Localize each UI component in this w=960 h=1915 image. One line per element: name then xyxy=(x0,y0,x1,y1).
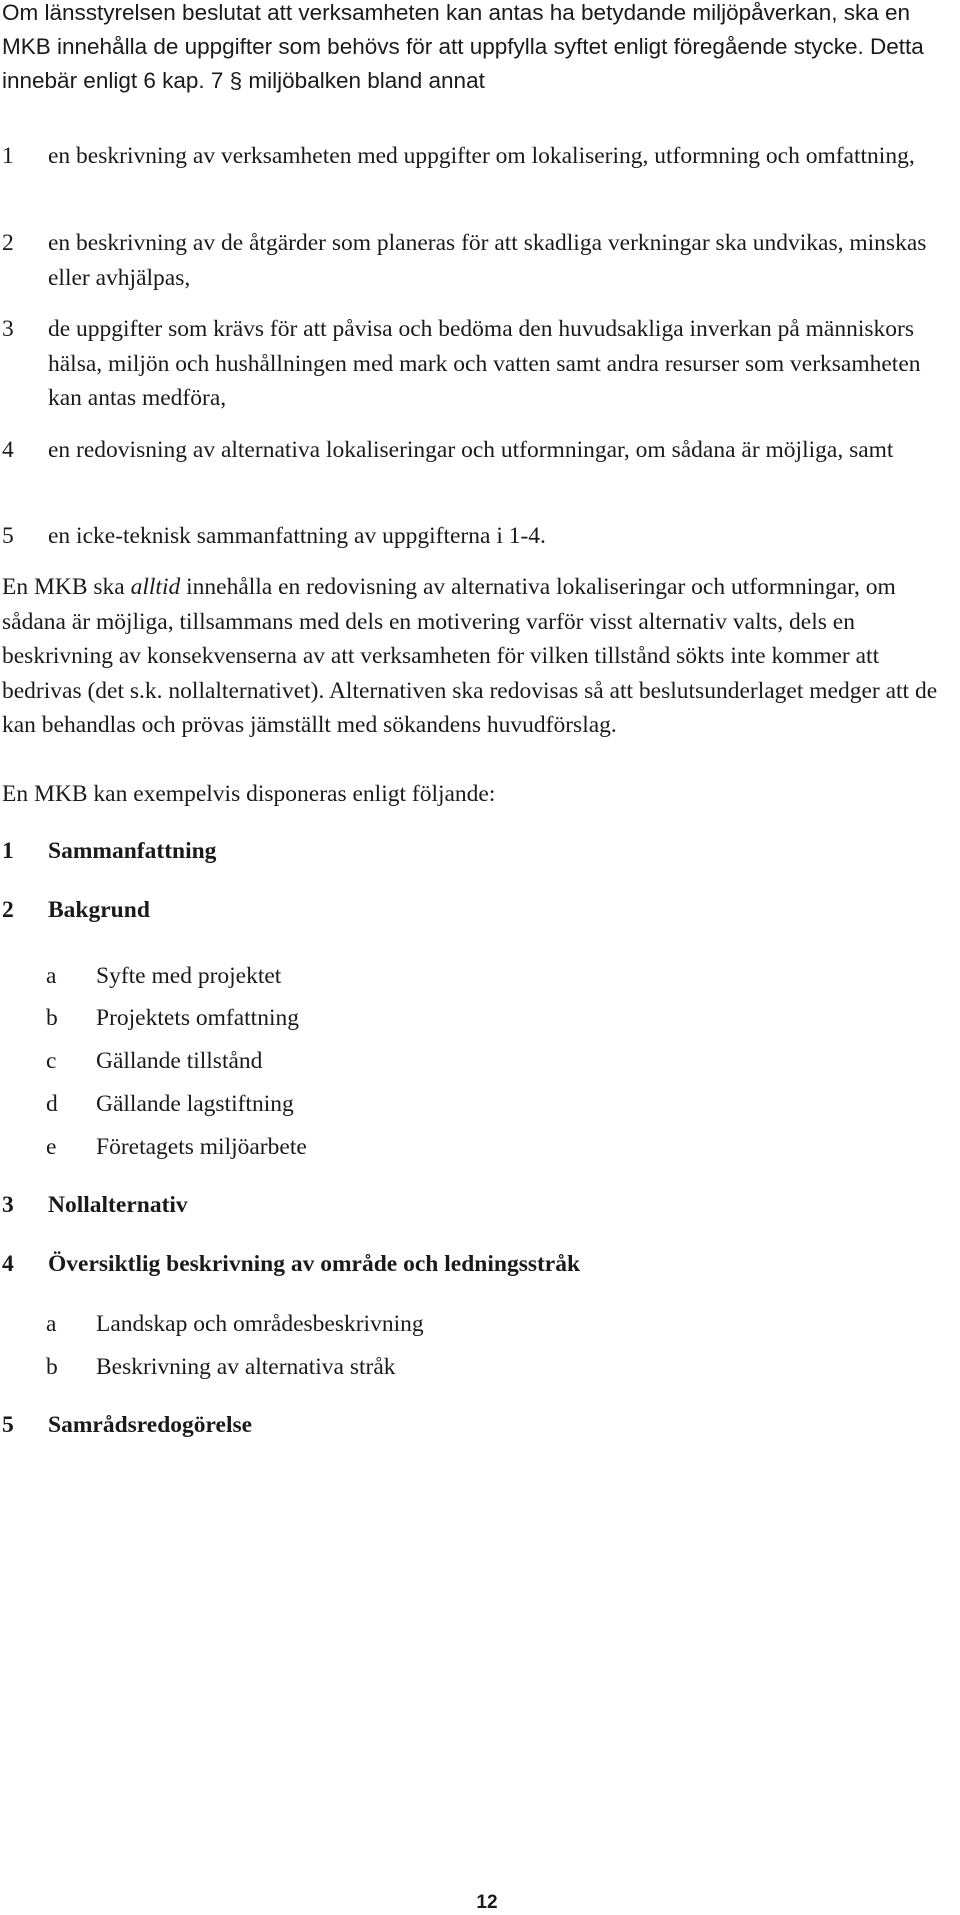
requirement-item xyxy=(2,519,947,554)
requirement-text: en beskrivning av de åtgärder som planeras för att skadliga verkningar ska undvikas, minskas eller avhjälpas, xyxy=(48,230,927,291)
requirement-item xyxy=(2,226,947,295)
outline-subitem xyxy=(46,1087,946,1121)
outline-section xyxy=(2,1188,947,1222)
outline-subitem xyxy=(46,959,946,993)
alternatives-paragraph xyxy=(2,570,947,743)
alternatives-emphasis: alltid xyxy=(130,574,181,600)
subitem-letter: a xyxy=(46,1311,57,1337)
subitem-letter: e xyxy=(46,1134,57,1160)
subitem-text: Gällande tillstånd xyxy=(96,1048,263,1074)
subitem-letter: a xyxy=(46,963,57,989)
section-title: Nollalternativ xyxy=(48,1192,188,1218)
outline-section xyxy=(2,1408,947,1442)
outline-subitem xyxy=(46,1044,946,1078)
requirement-item xyxy=(2,139,947,174)
requirement-text: de uppgifter som krävs för att påvisa och bedöma den huvudsakliga inverkan på människors hälsa, miljön och hushållningen med mark och vatten samt andra resurser som verksamheten kan antas medföra, xyxy=(48,316,921,411)
subitem-text: Gällande lagstiftning xyxy=(96,1091,294,1117)
outline-section xyxy=(2,834,947,868)
requirement-item xyxy=(2,433,947,468)
outline-subitem xyxy=(46,1130,946,1164)
requirement-number: 4 xyxy=(2,437,14,463)
section-number: 2 xyxy=(2,897,14,923)
outline-subitem xyxy=(46,1307,946,1341)
outline-subitem xyxy=(46,1001,946,1035)
requirement-item xyxy=(2,312,947,416)
section-number: 4 xyxy=(2,1251,14,1277)
requirement-text: en redovisning av alternativa lokaliseringar och utformningar, om sådana är möjliga, samt xyxy=(48,437,894,463)
intro-paragraph: Om länsstyrelsen beslutat att verksamheten kan antas ha betydande miljöpåverkan, ska en MKB innehålla de uppgifter som behövs för att uppfylla syftet enligt föregående stycke. Detta innebär enligt 6 kap. 7 § miljöbalken bland annat xyxy=(2,0,924,93)
alternatives-text-end: innehålla en redovisning av alternativa lokaliseringar och utformningar, om sådana är möjliga, tillsammans med dels en motivering varför visst alternativ valts, dels en beskrivning av konsekvenserna av att verksamheten för vilken tillstånd sökts inte kommer att bedrivas (det s.k. nollalternativet). Alternativen ska redovisas så att beslutsunderlaget medger att de kan behandlas och prövas jämställt med sökandens huvudförslag. xyxy=(2,574,938,738)
section-number: 1 xyxy=(2,838,14,864)
requirement-number: 3 xyxy=(2,316,14,342)
outline-section xyxy=(2,893,947,927)
subitem-text: Landskap och områdesbeskrivning xyxy=(96,1311,424,1337)
outline-subitem xyxy=(46,1350,946,1384)
requirement-number: 2 xyxy=(2,230,14,256)
section-number: 3 xyxy=(2,1192,14,1218)
section-number: 5 xyxy=(2,1412,14,1438)
subitem-text: Syfte med projektet xyxy=(96,963,282,989)
subitem-text: Företagets miljöarbete xyxy=(96,1134,307,1160)
requirement-number: 1 xyxy=(2,143,14,169)
requirement-number: 5 xyxy=(2,523,14,549)
subitem-text: Projektets omfattning xyxy=(96,1005,299,1031)
requirement-text: en beskrivning av verksamheten med uppgifter om lokalisering, utformning och omfattning, xyxy=(48,143,915,169)
subitem-letter: d xyxy=(46,1091,58,1117)
alternatives-text-start: En MKB ska xyxy=(2,574,131,600)
outline-intro: En MKB kan exempelvis disponeras enligt följande: xyxy=(2,781,496,807)
page-number: 12 xyxy=(476,1892,498,1913)
requirement-text: en icke-teknisk sammanfattning av uppgifterna i 1-4. xyxy=(48,523,546,549)
section-title: Bakgrund xyxy=(48,897,150,923)
section-title: Samrådsredogörelse xyxy=(48,1412,253,1438)
outline-section xyxy=(2,1247,947,1281)
section-title: Översiktlig beskrivning av område och ledningsstråk xyxy=(48,1251,581,1277)
subitem-letter: c xyxy=(46,1048,57,1074)
section-title: Sammanfattning xyxy=(48,838,217,864)
subitem-letter: b xyxy=(46,1354,58,1380)
subitem-letter: b xyxy=(46,1005,58,1031)
subitem-text: Beskrivning av alternativa stråk xyxy=(96,1354,396,1380)
